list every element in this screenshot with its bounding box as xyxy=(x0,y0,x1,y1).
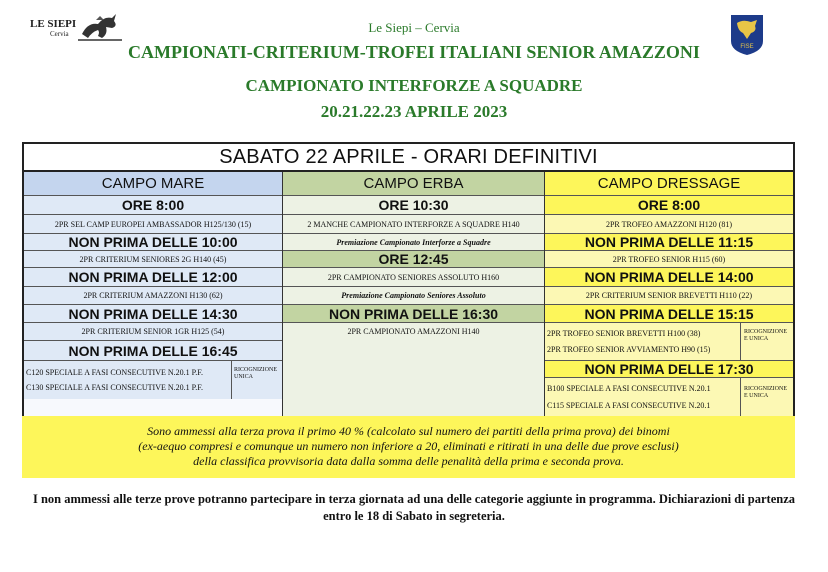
event-line: B100 SPECIALE A FASI CONSECUTIVE N.20.1 xyxy=(547,384,711,393)
event-row: 2PR CRITERIUM SENIOR BREVETTI H110 (22) xyxy=(545,287,793,305)
event-line: 2PR TROFEO SENIOR AVVIAMENTO H90 (15) xyxy=(547,345,711,354)
time-slot: NON PRIMA DELLE 12:00 xyxy=(24,268,282,287)
time-slot: ORE 8:00 xyxy=(545,196,793,215)
column-campo-dressage xyxy=(545,172,793,416)
event-row: 2PR TROFEO SENIOR H115 (60) xyxy=(545,251,793,268)
event-line: C130 SPECIALE A FASI CONSECUTIVE N.20.1 P.F. xyxy=(26,383,204,392)
event-row: 2PR CRITERIUM SENIORES 2G H140 (45) xyxy=(24,251,282,268)
event-dates: 20.21.22.23 APRILE 2023 xyxy=(320,102,508,121)
time-slot: NON PRIMA DELLE 11:15 xyxy=(545,234,793,251)
event-row: 2PR TROFEO AMAZZONI H120 (81) xyxy=(545,215,793,234)
schedule-title: SABATO 22 APRILE - ORARI DEFINITIVI xyxy=(24,144,793,172)
event-row: 2 MANCHE CAMPIONATO INTERFORZE A SQUADRE H140 xyxy=(283,215,544,234)
time-slot: NON PRIMA DELLE 14:30 xyxy=(24,305,282,323)
event-row: 2PR SEL CAMP EUROPEI AMBASSADOR H125/130 (15) xyxy=(24,215,282,234)
event-row: 2PR CRITERIUM SENIOR 1GR H125 (54) xyxy=(24,323,282,341)
time-slot: NON PRIMA DELLE 16:45 xyxy=(24,341,282,361)
column-campo-mare xyxy=(24,172,283,416)
prize-giving-row: Premiazione Campionato Seniores Assoluto xyxy=(283,287,544,305)
schedule-table xyxy=(22,142,795,418)
event-line: C115 SPECIALE A FASI CONSECUTIVE N.20.1 xyxy=(547,401,711,410)
time-slot: NON PRIMA DELLE 17:30 xyxy=(545,361,793,378)
split-event-row xyxy=(545,378,793,416)
event-subtitle: CAMPIONATO INTERFORZE A SQUADRE xyxy=(245,76,583,95)
logo-sub: Cervia xyxy=(50,30,69,38)
column-header: CAMPO ERBA xyxy=(283,172,544,196)
event-line: 2PR TROFEO SENIOR BREVETTI H100 (38) xyxy=(547,329,701,338)
split-event-row xyxy=(545,323,793,361)
time-slot: NON PRIMA DELLE 14:00 xyxy=(545,268,793,287)
time-slot: ORE 10:30 xyxy=(283,196,544,215)
time-slot: NON PRIMA DELLE 16:30 xyxy=(283,305,544,323)
recognition-note: RICOGNIZIONE E UNICA xyxy=(744,329,787,342)
logo-name: LE SIEPI xyxy=(30,18,77,30)
fise-logo-text: FISE xyxy=(740,44,754,50)
event-row: 2PR CAMPIONATO SENIORES ASSOLUTO H160 xyxy=(283,268,544,287)
column-campo-erba xyxy=(283,172,545,416)
column-header: CAMPO DRESSAGE xyxy=(545,172,793,196)
time-slot: NON PRIMA DELLE 10:00 xyxy=(24,234,282,251)
recognition-note: RICOGNIZIONE UNICA xyxy=(234,367,277,380)
event-line: C120 SPECIALE A FASI CONSECUTIVE N.20.1 P.F. xyxy=(26,368,204,377)
footer-note: I non ammessi alle terze prove potranno partecipare in terza giornata ad una delle categorie aggiunte in programma. Dichiarazioni di partenza entro le 18 di Sabato in segreteria. xyxy=(32,492,796,523)
prize-giving-row: Premiazione Campionato Interforze a Squadre xyxy=(283,234,544,251)
venue-title: Le Siepi – Cervia xyxy=(368,20,460,35)
column-header: CAMPO MARE xyxy=(24,172,282,196)
event-title: CAMPIONATI-CRITERIUM-TROFEI ITALIANI SENIOR AMAZZONI xyxy=(128,42,700,62)
split-event-row xyxy=(24,361,282,399)
note-line: Sono ammessi alla terza prova il primo 40 % (calcolato sul numero dei partiti della prima prova) dei binomi xyxy=(147,424,670,438)
time-slot: ORE 12:45 xyxy=(283,251,544,268)
time-slot: ORE 8:00 xyxy=(24,196,282,215)
admission-note xyxy=(22,416,795,478)
event-row: 2PR CRITERIUM AMAZZONI H130 (62) xyxy=(24,287,282,305)
event-row: 2PR CAMPIONATO AMAZZONI H140 xyxy=(283,323,544,416)
time-slot: NON PRIMA DELLE 15:15 xyxy=(545,305,793,323)
recognition-note: RICOGNIZIONE E UNICA xyxy=(744,386,787,399)
note-line: (ex-aequo compresi e comunque un numero non inferiore a 20, eliminati e ritirati in una delle due prove esclusi) xyxy=(138,439,679,453)
note-line: della classifica provvisoria data dalla somma delle penalità della prima e seconda prova. xyxy=(193,454,624,468)
